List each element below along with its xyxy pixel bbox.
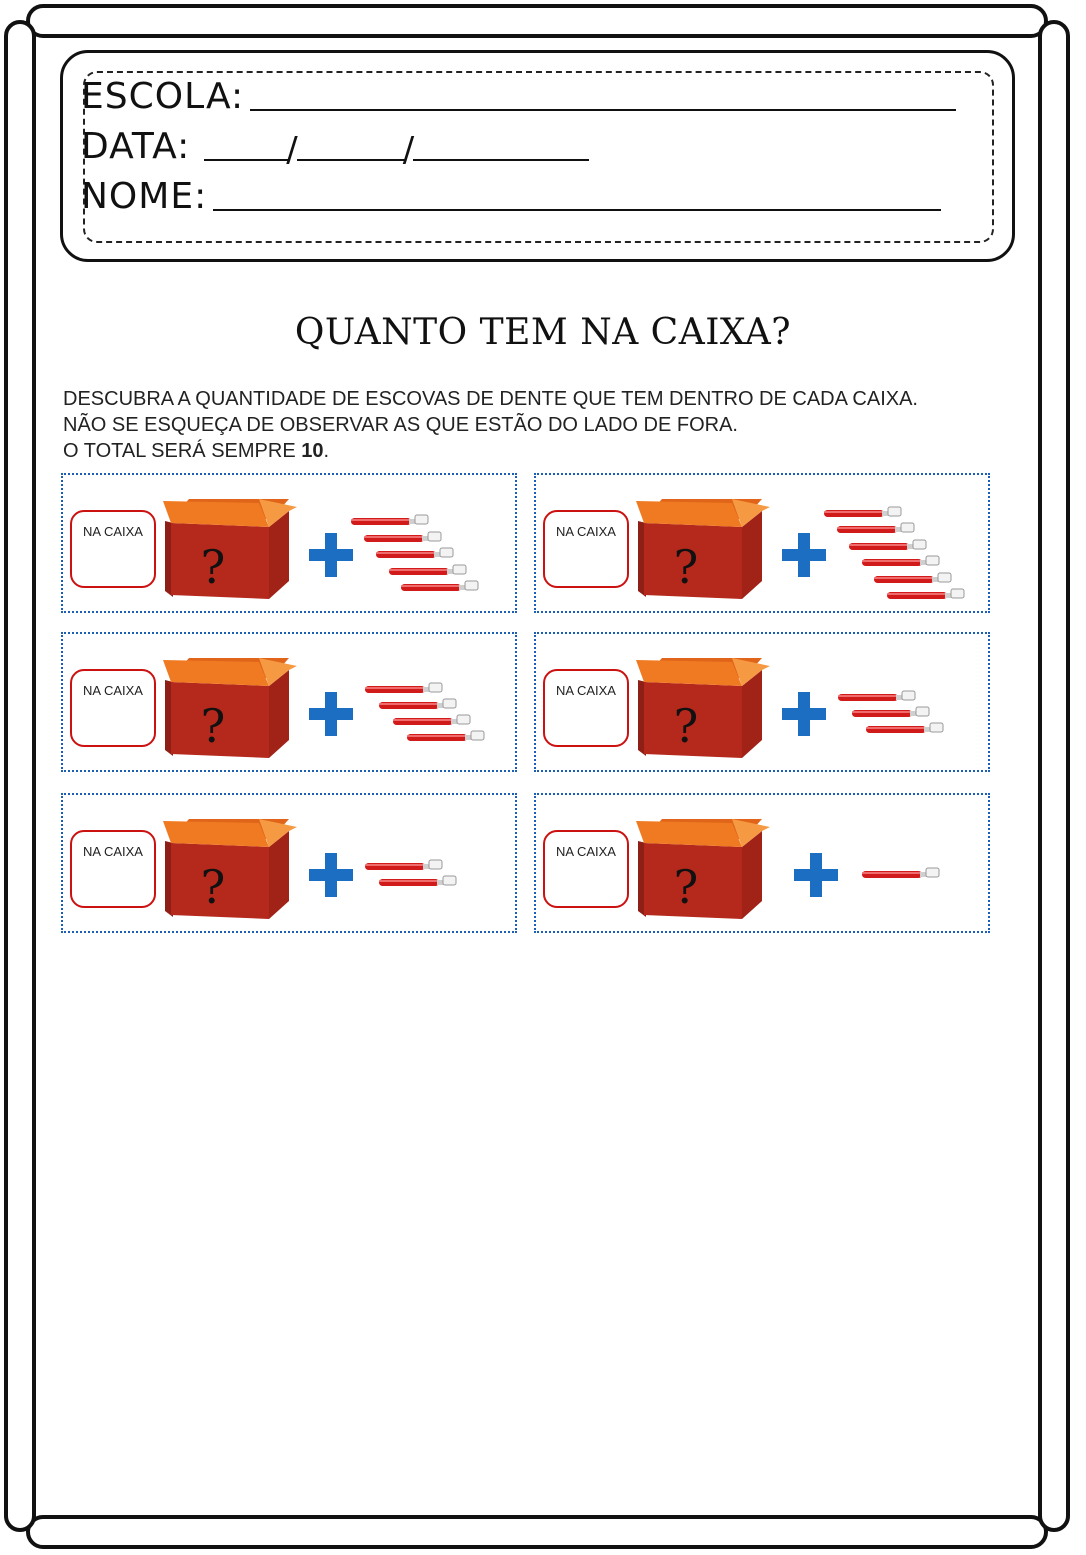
toothbrush-icon [364, 530, 442, 544]
toothbrush-icon [379, 697, 457, 711]
toothbrush-icon [365, 681, 443, 695]
toothbrush-icon [849, 538, 927, 552]
exercise-card [61, 473, 517, 613]
answer-box-label: NA CAIXA [556, 683, 616, 698]
header-card [60, 50, 1015, 262]
mystery-box-icon [634, 817, 772, 921]
toothbrush-icon [365, 858, 443, 872]
exercise-card [61, 793, 517, 933]
plus-icon [307, 690, 355, 738]
exercise-card [534, 473, 990, 613]
instructions [63, 386, 918, 464]
date-line[interactable] [204, 130, 589, 170]
instruction-line-2: NÃO SE ESQUEÇA DE OBSERVAR AS QUE ESTÃO DO LADO DE FORA. [63, 414, 738, 436]
nome-field[interactable] [81, 176, 941, 217]
instruction-line-3 [63, 438, 918, 464]
plus-icon [792, 851, 840, 899]
answer-box-label: NA CAIXA [83, 844, 143, 859]
exercise-card [534, 632, 990, 772]
toothbrush-icon [351, 513, 429, 527]
answer-box-label: NA CAIXA [556, 524, 616, 539]
box-question-mark: ? [673, 540, 699, 594]
plus-icon [780, 531, 828, 579]
escola-line[interactable] [250, 109, 956, 111]
mystery-box-icon [634, 497, 772, 601]
data-field[interactable] [81, 126, 589, 170]
toothbrush-icon [862, 866, 940, 880]
plus-icon [307, 851, 355, 899]
answer-box[interactable] [543, 830, 629, 908]
answer-box[interactable] [543, 669, 629, 747]
plus-icon [780, 690, 828, 738]
toothbrush-icon [389, 563, 467, 577]
answer-box[interactable] [70, 830, 156, 908]
toothbrush-icon [379, 874, 457, 888]
toothbrush-icon [887, 587, 965, 601]
answer-box-label: NA CAIXA [83, 524, 143, 539]
total-number: 10 [301, 440, 324, 462]
toothbrush-icon [824, 505, 902, 519]
page-title: QUANTO TEM NA CAIXA? [294, 312, 792, 353]
toothbrush-icon [866, 721, 944, 735]
toothbrush-icon [862, 554, 940, 568]
answer-box[interactable] [543, 510, 629, 588]
date-slash-2: / [402, 130, 416, 170]
toothbrush-icon [393, 713, 471, 727]
answer-box[interactable] [70, 510, 156, 588]
box-question-mark: ? [200, 540, 226, 594]
toothbrush-icon [401, 579, 479, 593]
mystery-box-icon [161, 817, 299, 921]
instruction-line-3-text: O TOTAL SERÁ SEMPRE [63, 440, 302, 462]
answer-box-label: NA CAIXA [556, 844, 616, 859]
instruction-line-3-end: . [323, 440, 330, 462]
nome-label: NOME: [81, 176, 208, 217]
date-slash-1: / [286, 130, 299, 170]
mystery-box-icon [161, 656, 299, 760]
exercise-card [534, 793, 990, 933]
toothbrush-icon [874, 571, 952, 585]
exercise-card [61, 632, 517, 772]
toothbrush-icon [837, 521, 915, 535]
mystery-box-icon [634, 656, 772, 760]
plus-icon [307, 531, 355, 579]
toothbrush-icon [376, 546, 454, 560]
box-question-mark: ? [673, 860, 699, 914]
box-question-mark: ? [200, 699, 226, 753]
answer-box-label: NA CAIXA [83, 683, 143, 698]
toothbrush-icon [852, 705, 930, 719]
toothbrush-icon [407, 729, 485, 743]
nome-line[interactable] [213, 209, 941, 211]
toothbrush-icon [838, 689, 916, 703]
escola-field[interactable] [81, 76, 956, 117]
mystery-box-icon [161, 497, 299, 601]
answer-box[interactable] [70, 669, 156, 747]
box-question-mark: ? [673, 699, 699, 753]
instruction-line-1: DESCUBRA A QUANTIDADE DE ESCOVAS DE DENTE QUE TEM DENTRO DE CADA CAIXA. [63, 388, 918, 410]
box-question-mark: ? [200, 860, 226, 914]
data-label: DATA: [81, 126, 191, 167]
escola-label: ESCOLA: [81, 76, 245, 117]
